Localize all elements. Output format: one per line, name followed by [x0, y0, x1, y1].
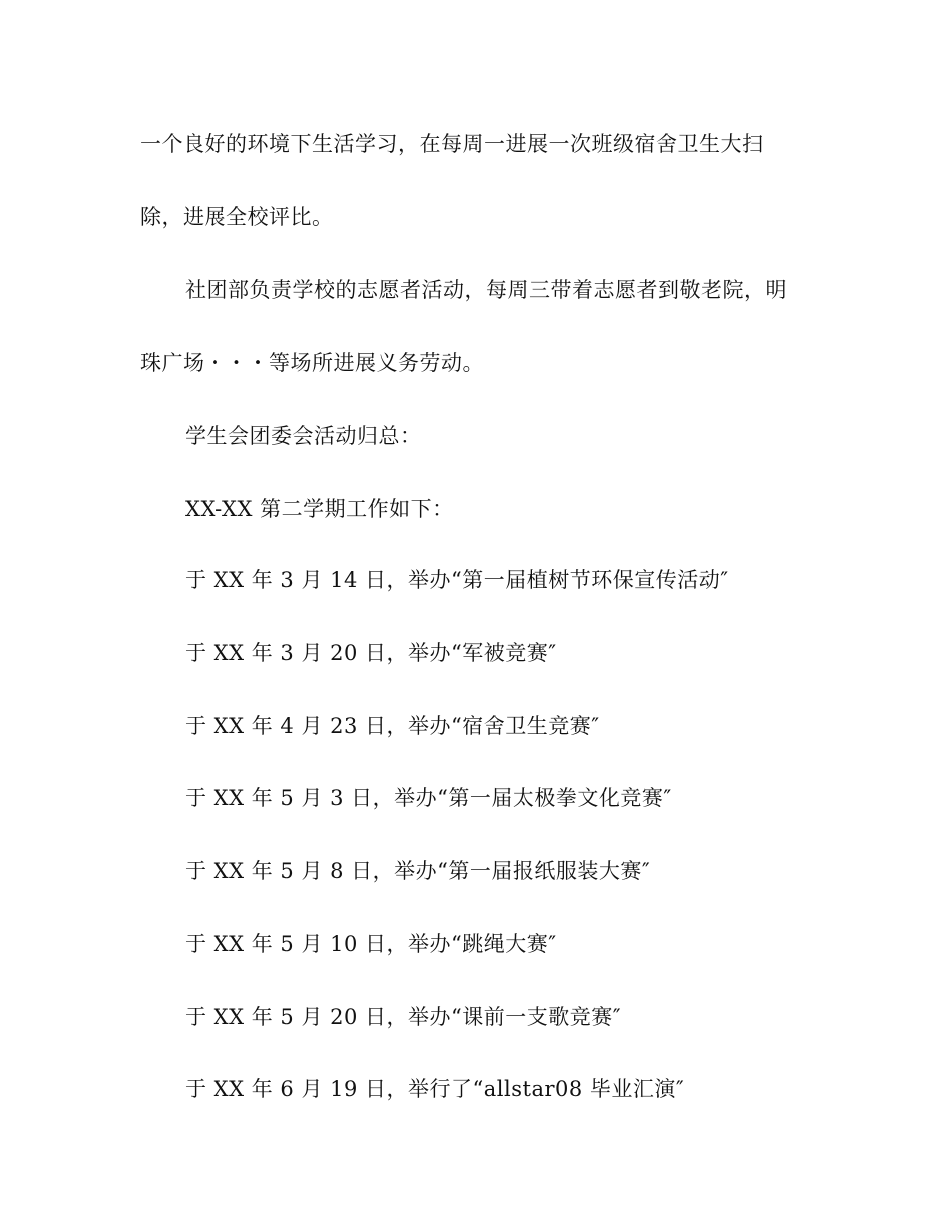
paragraph-line: 一个良好的环境下生活学习，在每周一进展一次班级宿舍卫生大扫 [140, 132, 764, 156]
event-item: 于 XX 年 3 月 14 日，举办“第一届植树节环保宣传活动″ [185, 568, 729, 592]
section-heading: 学生会团委会活动归总： [185, 424, 422, 448]
paragraph-line: 社团部负责学校的志愿者活动，每周三带着志愿者到敬老院，明 [185, 278, 787, 302]
event-item: 于 XX 年 5 月 8 日，举办“第一届报纸服装大赛″ [185, 859, 651, 883]
event-item: 于 XX 年 4 月 23 日，举办“宿舍卫生竞赛″ [185, 714, 600, 738]
event-item: 于 XX 年 5 月 10 日，举办“跳绳大赛″ [185, 932, 557, 956]
paragraph-line: 珠广场・・・等场所进展义务劳动。 [140, 351, 484, 375]
event-item: 于 XX 年 5 月 3 日，举办“第一届太极拳文化竞赛″ [185, 786, 672, 810]
paragraph-line: 除，进展全校评比。 [140, 205, 334, 229]
sub-heading: XX-XX 第二学期工作如下： [185, 497, 454, 521]
event-item: 于 XX 年 6 月 19 日，举行了“allstar08 毕业汇演″ [185, 1077, 685, 1101]
event-item: 于 XX 年 5 月 20 日，举办“课前一支歌竞赛″ [185, 1005, 622, 1029]
event-item: 于 XX 年 3 月 20 日，举办“军被竞赛″ [185, 641, 557, 665]
